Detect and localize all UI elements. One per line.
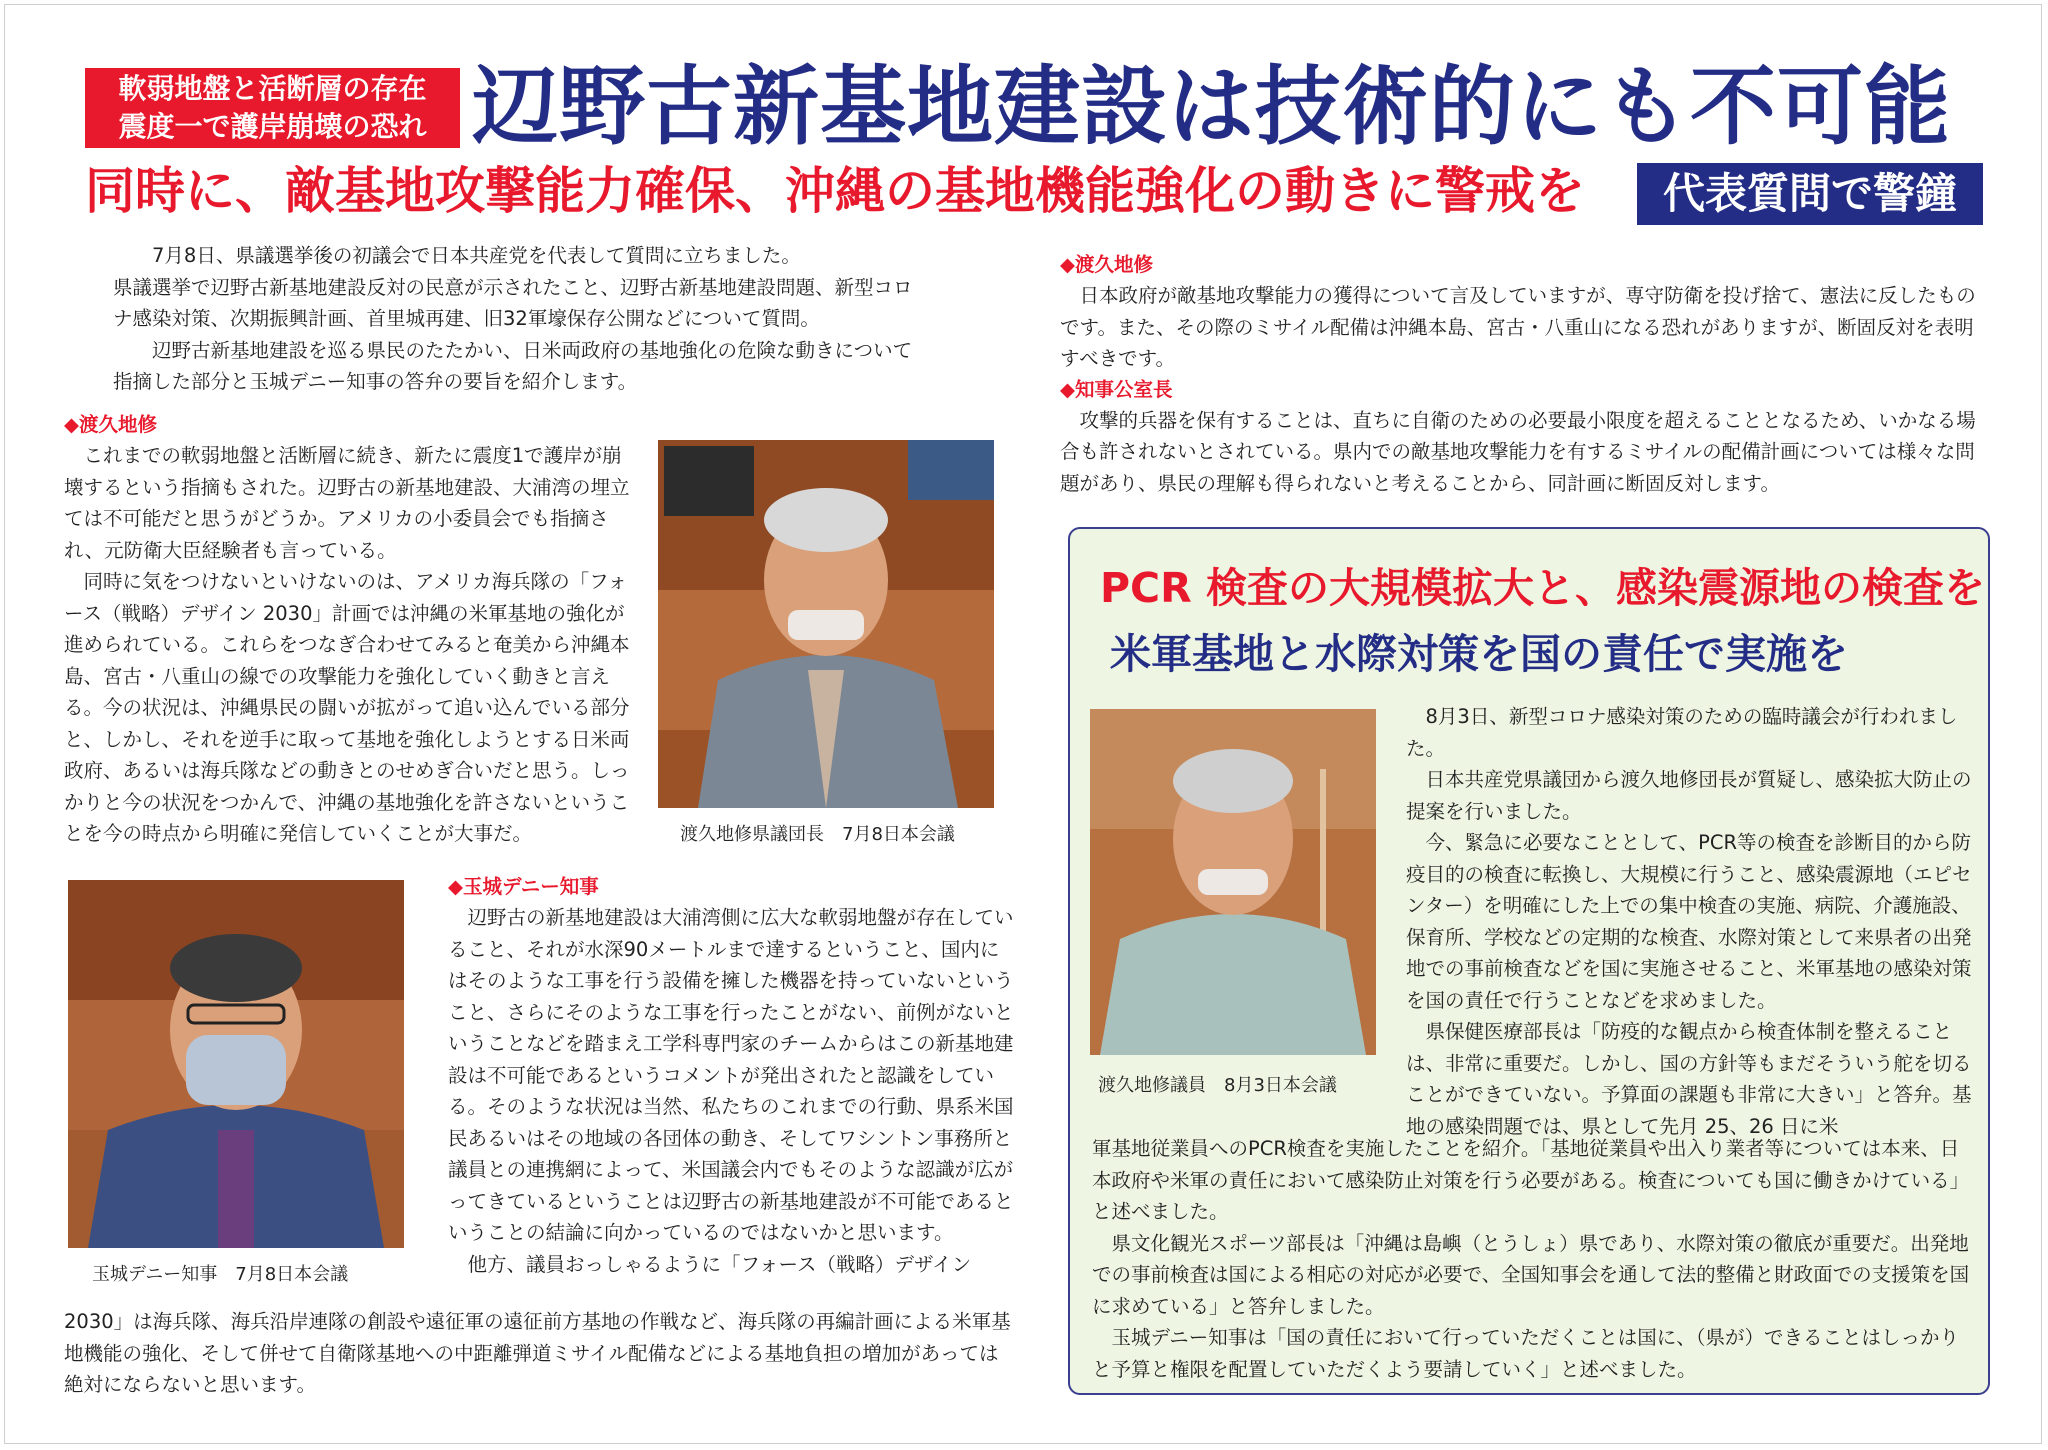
pcr-paragraph: 日本共産党県議団から渡久地修団長が質疑し、感染拡大防止の提案を行いました。 <box>1406 768 1972 823</box>
pcr-paragraph: 玉城デニー知事は「国の責任において行っていただくことは国に、（県が）できることはしっかりと予算と権限を配置していただくよう要請していく」と述べました。 <box>1092 1326 1959 1381</box>
photo-caption-2: 玉城デニー知事 7月8日本会議 <box>92 1264 349 1285</box>
pcr-paragraph: 軍基地従業員へのPCR検査を実施したことを紹介。「基地従業員や出入り業者等については本来、日本政府や米軍の責任において感染防止対策を行う必要がある。検査についても国に働きかけている」と述べました。 <box>1092 1137 1970 1223</box>
section-tokuchi-question <box>64 410 636 850</box>
photo-illustration <box>1090 709 1376 1055</box>
pcr-article-box <box>1068 527 1990 1395</box>
pcr-paragraph: 今、緊急に必要なこととして、PCR等の検査を診断目的から防疫目的の検査に転換し、大規模に行うこと、感染震源地（エピセンター）を明確にした上での集中検査の実施、病院、介護施設、保育所、学校などの定期的な検査、水際対策として来県者の出発地での事前検査などを国に実施させること、米軍基地の感染対策を国の責任で行うことなどを求めました。 <box>1406 831 1972 1012</box>
section-heading: ◆知事公室長 <box>1060 377 1173 401</box>
section-governor-answer <box>448 872 1016 1280</box>
section-paragraph: 他方、議員おっしゃるように「フォース（戦略）デザイン <box>467 1252 972 1276</box>
pcr-article-upper <box>1406 701 1972 1142</box>
pcr-paragraph: 県文化観光スポーツ部長は「沖縄は島嶼（とうしょ）県であり、水際対策の徹底が重要だ。出発地での事前検査は国による相応の対応が必要で、全国知事会を通して法的整備と財政面での支援策を国に求めている」と答弁しました。 <box>1092 1231 1970 1318</box>
red-kicker-box <box>85 68 460 148</box>
main-headline: 辺野古新基地建設は技術的にも不可能 <box>472 57 1951 157</box>
photo-illustration <box>68 880 404 1248</box>
intro-text <box>113 240 923 398</box>
photo-caption-1: 渡久地修県議団長 7月8日本会議 <box>680 824 955 845</box>
pcr-article-lower <box>1092 1133 1972 1385</box>
pcr-title: PCR 検査の大規模拡大と、感染震源地の検査を <box>1100 564 1985 612</box>
photo-tamaki-governor <box>68 880 404 1248</box>
photo-tokuchi-councillor <box>1090 709 1376 1055</box>
section-heading: ◆渡久地修 <box>64 413 157 436</box>
photo-tokuchi-speaking <box>658 440 994 808</box>
intro-paragraph-3: 辺野古新基地建設を巡る県民のたたかい、日米両政府の基地強化の危険な動きについて指摘した部分と玉城デニー知事の答弁の要旨を紹介します。 <box>113 338 913 393</box>
pcr-paragraph: 県保健医療部長は「防疫的な観点から検査体制を整えることは、非常に重要だ。しかし、国の方針等もまだそういう舵を切ることができていない。予算面の課題も非常に大きい」と答弁。基地の感染問題では、県として先月 25、26 日に米 <box>1406 1020 1972 1138</box>
section-paragraph: 2030」は海兵隊、海兵沿岸連隊の創設や遠征軍の遠征前方基地の作戦など、海兵隊の再編計画による米軍基地機能の強化、そして併せて自衛隊基地への中距離弾道ミサイル配備などによる基地負担の増加があっては絶対にならないと思います。 <box>64 1310 1011 1396</box>
photo-illustration <box>658 440 994 808</box>
section-heading: ◆玉城デニー知事 <box>448 875 599 898</box>
section-paragraph: 同時に気をつけないといけないのは、アメリカ海兵隊の「フォース（戦略）デザイン 2030」計画では沖縄の米軍基地の強化が進められている。これらをつなぎ合わせてみると奄美から沖縄本島、宮古・八重山の線での攻撃能力を強化していく動きと言える。今の状況は、沖縄県民の闘いが拡がって追い込んでいる部分と、しかし、それを逆手に取って基地を強化しようとする日米両政府、あるいは海兵隊などの動きとのせめぎ合いだと思う。しっかりと今の状況をつかんで、沖縄の基地強化を許さないということを今の時点から明確に発信していくことが大事だ。 <box>64 570 630 845</box>
section-heading: ◆渡久地修 <box>1060 253 1153 276</box>
pcr-photo-caption: 渡久地修議員 8月3日本会議 <box>1098 1075 1337 1096</box>
sub-headline: 同時に、敵基地攻撃能力確保、沖縄の基地機能強化の動きに警戒を <box>85 162 1585 220</box>
section-tokuchi-question-2 <box>1060 250 1980 499</box>
section-governor-answer-continued <box>64 1306 1016 1401</box>
section-paragraph: これまでの軟弱地盤と活断層に続き、新たに震度1で護岸が崩壊するという指摘もされた。辺野古の新基地建設、大浦湾の埋立ては不可能だと思うがどうか。アメリカの小委員会でも指摘され、元防衛大臣経験者も言っている。 <box>64 444 630 562</box>
intro-paragraph-2: 県議選挙で辺野古新基地建設反対の民意が示されたこと、辺野古新基地建設問題、新型コロナ感染対策、次期振興計画、首里城再建、旧32軍壕保存公開などについて質問。 <box>113 275 913 330</box>
pcr-paragraph: 8月3日、新型コロナ感染対策のための臨時議会が行われました。 <box>1406 705 1958 760</box>
navy-label-box: 代表質問で警鐘 <box>1637 163 1983 225</box>
section-paragraph: 辺野古の新基地建設は大浦湾側に広大な軟弱地盤が存在していること、それが水深90メートルまで達するということ、国内にはそのような工事を行う設備を擁した機器を持っていないということ、さらにそのような工事を行ったことがない、前例がないということなどを踏まえ工学科専門家のチームからはこの新基地建設は不可能であるというコメントが発出されたと認識をしている。そのような状況は当然、私たちのこれまでの行動、県系米国民あるいはその地域の各団体の動き、そしてワシントン事務所と議員との連携網によって、米国議会内でもそのような認識が広がってきているということは辺野古の新基地建設が不可能であるということの結論に向かっているのではないかと思います。 <box>448 906 1014 1244</box>
section-paragraph: 日本政府が敵基地攻撃能力の獲得について言及していますが、専守防衛を投げ捨て、憲法に反したものです。また、その際のミサイル配備は沖縄本島、宮古・八重山になる恐れがありますが、断固反対を表明すべきです。 <box>1060 284 1976 370</box>
intro-paragraph-1: 7月8日、県議選挙後の初議会で日本共産党を代表して質問に立ちました。 <box>152 244 801 267</box>
kicker-line-2: 震度一で護岸崩壊の恐れ <box>118 110 427 143</box>
kicker-line-1: 軟弱地盤と活断層の存在 <box>118 72 427 105</box>
section-paragraph: 攻撃的兵器を保有することは、直ちに自衛のための必要最小限度を超えることとなるため、いかなる場合も許されないとされている。県内での敵基地攻撃能力を有するミサイルの配備計画については様々な問題があり、県民の理解も得られないと考えることから、同計画に断固反対します。 <box>1060 408 1976 495</box>
pcr-subtitle: 米軍基地と水際対策を国の責任で実施を <box>1110 630 1848 678</box>
